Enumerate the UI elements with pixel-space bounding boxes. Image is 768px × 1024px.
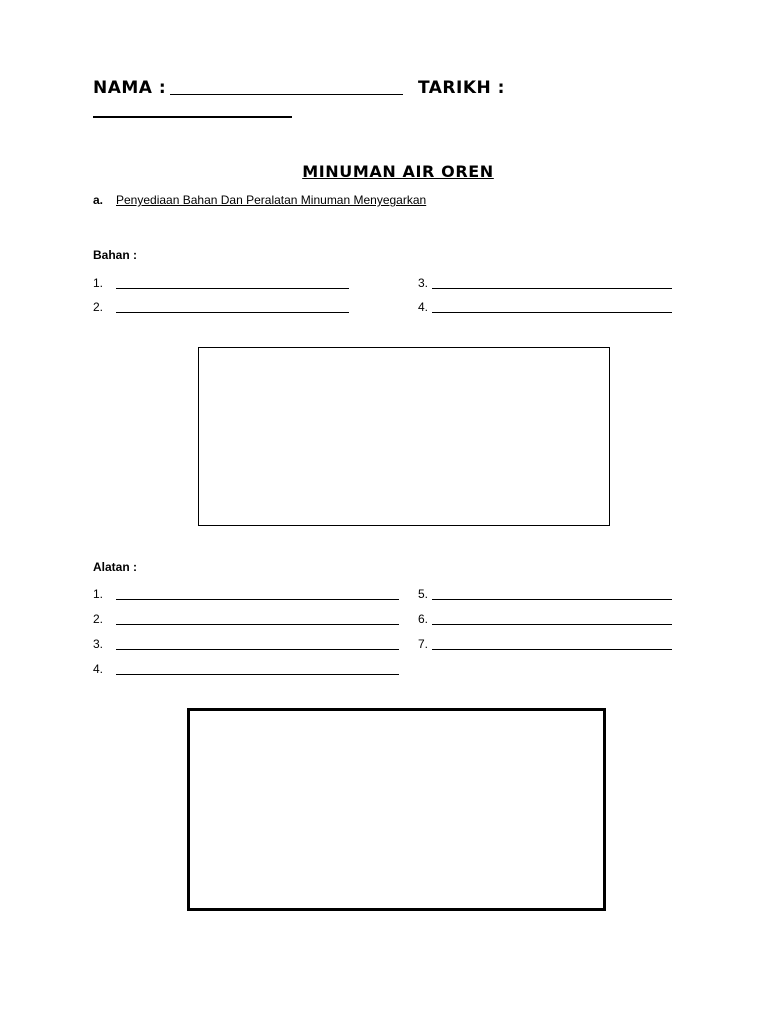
alatan-item-number: 3. xyxy=(93,637,104,651)
alatan-item-number: 2. xyxy=(93,612,104,626)
alatan-item-2-line[interactable] xyxy=(116,624,399,625)
bahan-item-number: 2. xyxy=(93,300,104,314)
alatan-item-3-line[interactable] xyxy=(116,649,399,650)
tarikh-blank-line[interactable] xyxy=(93,116,292,118)
bahan-item-number: 1. xyxy=(93,276,104,290)
section-a-marker: a. xyxy=(93,193,104,207)
tarikh-label: TARIKH : xyxy=(418,78,505,98)
nama-blank-line[interactable] xyxy=(170,94,403,95)
alatan-item-7-line[interactable] xyxy=(432,649,672,650)
bahan-item-2-line[interactable] xyxy=(116,312,349,313)
nama-label: NAMA : xyxy=(93,78,167,98)
bahan-item-number: 3. xyxy=(418,276,429,290)
alatan-item-4-line[interactable] xyxy=(116,674,399,675)
section-a-heading: Penyediaan Bahan Dan Peralatan Minuman Menyegarkan xyxy=(116,193,427,207)
bahan-item-4-line[interactable] xyxy=(432,312,672,313)
bahan-item-1-line[interactable] xyxy=(116,288,349,289)
alatan-label: Alatan : xyxy=(93,560,138,574)
alatan-item-number: 4. xyxy=(93,662,104,676)
bahan-drawing-box[interactable] xyxy=(198,347,610,526)
alatan-item-number: 6. xyxy=(418,612,429,626)
alatan-item-1-line[interactable] xyxy=(116,599,399,600)
alatan-item-5-line[interactable] xyxy=(432,599,672,600)
alatan-item-6-line[interactable] xyxy=(432,624,672,625)
bahan-item-number: 4. xyxy=(418,300,429,314)
alatan-item-number: 5. xyxy=(418,587,429,601)
alatan-drawing-box[interactable] xyxy=(187,708,606,911)
page-title: MINUMAN AIR OREN xyxy=(302,162,494,181)
alatan-item-number: 7. xyxy=(418,637,429,651)
bahan-label: Bahan : xyxy=(93,248,138,262)
bahan-item-3-line[interactable] xyxy=(432,288,672,289)
alatan-item-number: 1. xyxy=(93,587,104,601)
